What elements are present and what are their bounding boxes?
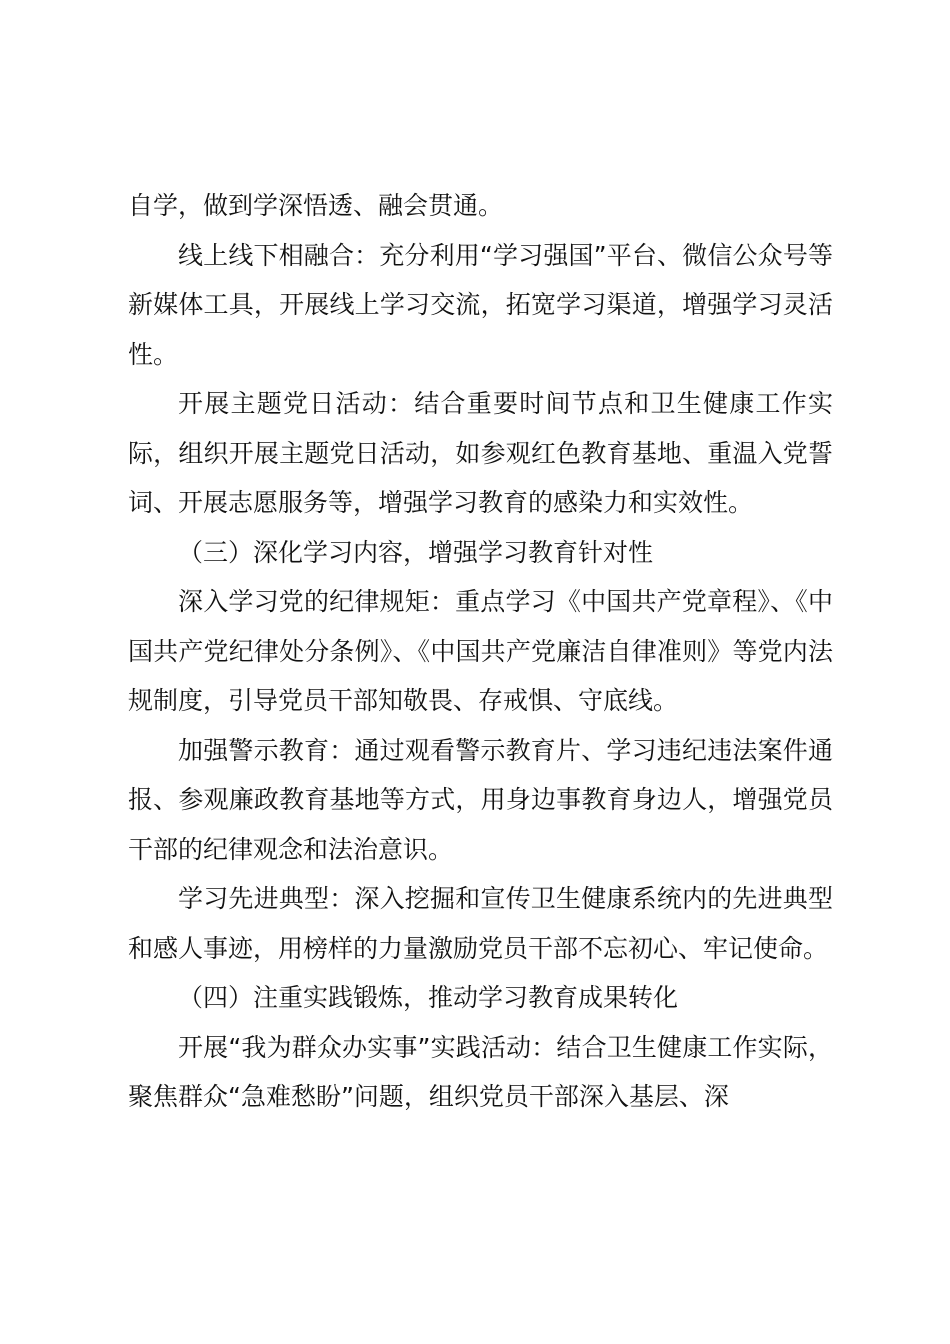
document-body	[128, 181, 833, 1122]
section-heading-4: （四）注重实践锻炼，推动学习教育成果转化	[178, 983, 679, 1012]
paragraph-discipline-rules: 深入学习党的纪律规矩：重点学习《中国共产党章程》、《中国共产党纪律处分条例》、《中国共产党廉洁自律准则》等党内法规制度，引导党员干部知敬畏、存戒惧、守底线。	[128, 587, 833, 715]
paragraph-warning-education: 加强警示教育：通过观看警示教育片、学习违纪违法案件通报、参观廉政教育基地等方式，用身边事教育身边人，增强党员干部的纪律观念和法治意识。	[128, 735, 833, 864]
section-heading-3: （三）深化学习内容，增强学习教育针对性	[178, 537, 654, 567]
paragraph-party-day: 开展主题党日活动：结合重要时间节点和卫生健康工作实际，组织开展主题党日活动，如参观红色教育基地、重温入党誓词、开展志愿服务等，增强学习教育的感染力和实效性。	[128, 389, 833, 517]
paragraph-continuation: 自学，做到学深悟透、融会贯通。	[128, 191, 504, 220]
paragraph-advanced-models: 学习先进典型：深入挖掘和宣传卫生健康系统内的先进典型和感人事迹，用榜样的力量激励党员干部不忘初心、牢记使命。	[128, 884, 833, 963]
paragraph-practice-activity: 开展“我为群众办实事”实践活动：结合卫生健康工作实际，聚焦群众“急难愁盼”问题，组织党员干部深入基层、深	[128, 1032, 833, 1111]
paragraph-online-offline: 线上线下相融合：充分利用“学习强国”平台、微信公众号等新媒体工具，开展线上学习交流，拓宽学习渠道，增强学习灵活性。	[128, 240, 833, 369]
